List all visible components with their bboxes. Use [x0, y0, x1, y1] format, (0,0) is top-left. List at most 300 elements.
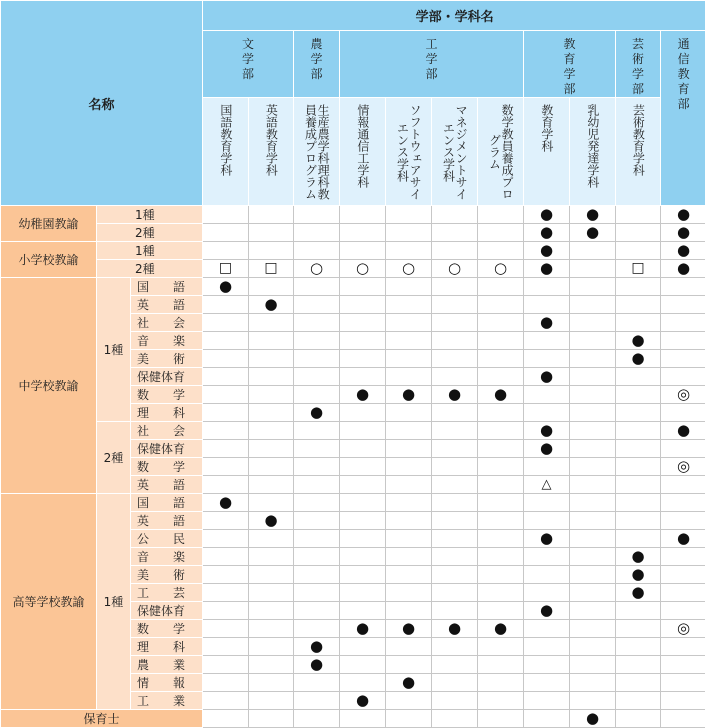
license-mark-cell — [203, 566, 249, 584]
license-mark-cell — [203, 584, 249, 602]
license-mark-cell — [340, 548, 386, 566]
license-mark-cell — [294, 332, 340, 350]
license-mark-cell — [616, 566, 661, 584]
license-mark-cell — [432, 548, 478, 566]
license-mark-cell — [203, 224, 249, 242]
license-mark-cell — [294, 386, 340, 404]
license-mark-cell — [616, 512, 661, 530]
license-mark-cell — [570, 440, 616, 458]
license-mark-cell — [294, 656, 340, 674]
license-mark-cell — [249, 224, 294, 242]
license-mark-cell — [294, 566, 340, 584]
license-category-junior_high: 中学校教諭 — [1, 278, 97, 494]
license-mark-cell — [432, 278, 478, 296]
license-mark-cell — [661, 674, 705, 692]
license-mark-cell — [340, 674, 386, 692]
license-mark-cell — [249, 548, 294, 566]
license-mark-cell — [661, 476, 705, 494]
license-mark-cell — [661, 548, 705, 566]
license-mark-cell — [294, 458, 340, 476]
license-mark-cell — [616, 692, 661, 710]
license-mark-cell — [524, 350, 570, 368]
license-mark-cell — [661, 278, 705, 296]
license-mark-cell — [478, 584, 524, 602]
license-mark-cell — [249, 368, 294, 386]
license-mark: ● — [402, 675, 415, 689]
license-mark-cell — [432, 368, 478, 386]
license-mark-cell — [294, 278, 340, 296]
subject-label: 保健体育 — [131, 440, 203, 458]
license-mark-cell — [386, 710, 432, 728]
license-mark-cell — [294, 620, 340, 638]
license-mark-cell — [478, 530, 524, 548]
license-mark-cell — [386, 620, 432, 638]
subject-label: 数 学 — [131, 458, 203, 476]
table-row — [1, 710, 705, 728]
license-mark-cell — [249, 566, 294, 584]
license-mark-cell — [524, 494, 570, 512]
license-mark-cell — [203, 440, 249, 458]
license-mark-cell — [616, 242, 661, 260]
license-mark-cell — [661, 332, 705, 350]
license-mark-cell — [478, 602, 524, 620]
license-mark-cell — [432, 242, 478, 260]
license-mark-cell — [386, 440, 432, 458]
license-mark-cell — [661, 584, 705, 602]
license-mark-cell — [340, 242, 386, 260]
table-row — [1, 278, 705, 296]
license-mark-cell — [249, 638, 294, 656]
license-mark-cell — [570, 476, 616, 494]
license-mark-cell — [661, 422, 705, 440]
license-mark-cell — [340, 350, 386, 368]
license-mark: ● — [494, 387, 507, 401]
subject-label: 工 芸 — [131, 584, 203, 602]
license-mark-cell — [524, 620, 570, 638]
license-mark-cell — [432, 440, 478, 458]
subject-label: 英 語 — [131, 512, 203, 530]
license-mark-cell — [340, 404, 386, 422]
license-mark-cell — [340, 278, 386, 296]
license-mark-cell — [432, 224, 478, 242]
license-mark-cell — [340, 710, 386, 728]
license-mark: ● — [494, 621, 507, 635]
license-mark-cell — [478, 296, 524, 314]
license-mark-cell — [386, 314, 432, 332]
license-mark-cell — [340, 494, 386, 512]
license-mark-cell — [340, 530, 386, 548]
license-mark-cell — [249, 296, 294, 314]
license-mark-cell — [570, 242, 616, 260]
license-mark-cell — [616, 656, 661, 674]
license-mark-cell — [570, 368, 616, 386]
license-mark: ● — [402, 387, 415, 401]
license-mark-cell — [524, 566, 570, 584]
license-mark-cell — [203, 710, 249, 728]
license-mark-cell — [478, 692, 524, 710]
license-mark-cell — [616, 224, 661, 242]
license-mark: ○ — [448, 261, 461, 275]
license-mark-cell — [478, 386, 524, 404]
license-mark-cell — [524, 530, 570, 548]
subject-label: 公 民 — [131, 530, 203, 548]
license-mark-cell — [570, 638, 616, 656]
license-mark-cell — [524, 278, 570, 296]
license-mark-cell — [294, 422, 340, 440]
license-mark-cell — [386, 584, 432, 602]
license-mark-cell — [616, 440, 661, 458]
license-mark-cell — [616, 206, 661, 224]
license-mark-cell — [203, 656, 249, 674]
license-mark: ● — [540, 423, 553, 437]
license-mark-cell — [432, 512, 478, 530]
license-mark-cell — [340, 638, 386, 656]
license-mark: ○ — [356, 261, 369, 275]
license-mark-cell — [294, 476, 340, 494]
license-mark-cell — [570, 224, 616, 242]
license-mark-cell — [249, 242, 294, 260]
license-mark: ● — [540, 243, 553, 257]
license-mark-cell — [661, 566, 705, 584]
license-mark-cell — [340, 566, 386, 584]
license-mark-cell — [432, 494, 478, 512]
license-mark-cell — [386, 224, 432, 242]
license-mark-cell — [294, 692, 340, 710]
license-mark-cell — [249, 422, 294, 440]
license-mark-cell — [386, 386, 432, 404]
table-row — [1, 224, 705, 242]
license-mark-cell — [661, 494, 705, 512]
subject-label: 理 科 — [131, 638, 203, 656]
course-information-communication: 情報通信工学科 — [340, 98, 386, 206]
license-mark-cell — [524, 656, 570, 674]
license-mark: ● — [540, 315, 553, 329]
license-category-kindergarten: 幼稚園教諭 — [1, 206, 97, 242]
license-mark-cell — [524, 260, 570, 278]
license-mark-cell — [249, 710, 294, 728]
license-mark-cell — [570, 548, 616, 566]
license-mark-cell — [570, 710, 616, 728]
license-mark-cell — [570, 206, 616, 224]
license-mark-cell — [524, 242, 570, 260]
license-mark: ● — [677, 531, 690, 545]
license-mark: ◎ — [677, 387, 690, 401]
license-mark: ● — [310, 639, 323, 653]
license-mark: ● — [448, 387, 461, 401]
license-mark-cell — [661, 350, 705, 368]
license-mark: ● — [356, 387, 369, 401]
course-education: 教育学科 — [524, 98, 570, 206]
faculty-engineering: 工学部 — [340, 31, 524, 98]
license-mark-cell — [661, 638, 705, 656]
license-mark-cell — [249, 314, 294, 332]
license-mark-cell — [432, 566, 478, 584]
license-mark-cell — [203, 674, 249, 692]
license-mark-cell — [616, 404, 661, 422]
subject-label: 数 学 — [131, 620, 203, 638]
license-mark-cell — [294, 584, 340, 602]
license-mark-cell — [203, 242, 249, 260]
license-mark-cell — [432, 584, 478, 602]
license-mark: □ — [219, 261, 232, 275]
license-mark-cell — [386, 602, 432, 620]
license-mark-cell — [616, 674, 661, 692]
license-mark-cell — [478, 260, 524, 278]
license-mark-cell — [386, 242, 432, 260]
license-mark-cell — [386, 674, 432, 692]
license-mark: ● — [540, 603, 553, 617]
license-mark-cell — [294, 602, 340, 620]
license-mark: □ — [631, 261, 644, 275]
license-mark-cell — [524, 314, 570, 332]
license-mark-cell — [478, 548, 524, 566]
license-mark-cell — [661, 404, 705, 422]
license-mark-cell — [432, 332, 478, 350]
faculty-correspondence: 通信教育部 — [661, 31, 705, 206]
license-mark-cell — [386, 692, 432, 710]
license-mark-cell — [570, 260, 616, 278]
license-mark-cell — [661, 242, 705, 260]
license-mark-cell — [661, 602, 705, 620]
subject-label: 音 楽 — [131, 548, 203, 566]
license-mark-cell — [432, 314, 478, 332]
course-math-teacher: 数学教員養成プログラム — [478, 98, 524, 206]
license-mark-cell — [570, 278, 616, 296]
license-mark-cell — [616, 278, 661, 296]
license-mark-cell — [570, 404, 616, 422]
license-mark-cell — [249, 602, 294, 620]
license-mark-cell — [478, 656, 524, 674]
license-mark-cell — [340, 440, 386, 458]
license-mark-cell — [432, 710, 478, 728]
license-mark-cell — [616, 260, 661, 278]
license-mark: ● — [677, 423, 690, 437]
faculty-header: 学部・学科名 — [203, 1, 705, 31]
license-category-nursery: 保育士 — [1, 710, 203, 728]
license-mark: ● — [219, 495, 232, 509]
license-mark-cell — [386, 530, 432, 548]
license-mark-cell — [570, 692, 616, 710]
license-mark-cell — [249, 692, 294, 710]
license-mark-cell — [432, 350, 478, 368]
license-mark-cell — [249, 674, 294, 692]
license-mark-cell — [524, 638, 570, 656]
license-mark-cell — [294, 404, 340, 422]
license-mark: ● — [677, 207, 690, 221]
license-mark: ● — [402, 621, 415, 635]
license-mark-cell — [478, 620, 524, 638]
license-mark-cell — [294, 710, 340, 728]
license-mark-cell — [570, 332, 616, 350]
license-mark-cell — [616, 602, 661, 620]
subject-label: 美 術 — [131, 350, 203, 368]
license-mark-cell — [570, 494, 616, 512]
license-mark-cell — [616, 296, 661, 314]
license-mark-cell — [249, 278, 294, 296]
license-mark-cell — [478, 494, 524, 512]
subject-label: 工 業 — [131, 692, 203, 710]
license-mark-cell — [294, 548, 340, 566]
subject-label: 音 楽 — [131, 332, 203, 350]
license-mark-cell — [616, 584, 661, 602]
license-mark: ◎ — [677, 621, 690, 635]
license-mark-cell — [432, 476, 478, 494]
license-mark-cell — [294, 350, 340, 368]
license-mark-cell — [661, 368, 705, 386]
license-mark-cell — [524, 206, 570, 224]
subject-label: 理 科 — [131, 404, 203, 422]
table-row — [1, 260, 705, 278]
license-mark-cell — [386, 260, 432, 278]
license-mark-cell — [203, 332, 249, 350]
license-mark: ● — [631, 549, 644, 563]
license-mark-cell — [616, 548, 661, 566]
license-mark: ● — [677, 225, 690, 239]
license-mark-cell — [661, 656, 705, 674]
license-mark-cell — [524, 224, 570, 242]
license-mark-cell — [478, 368, 524, 386]
license-mark-cell — [661, 260, 705, 278]
faculty-education: 教育学部 — [524, 31, 616, 98]
license-mark-cell — [661, 458, 705, 476]
license-mark-cell — [203, 278, 249, 296]
license-category-high_school: 高等学校教諭 — [1, 494, 97, 710]
license-grade: 1種 — [97, 494, 131, 710]
license-mark-cell — [570, 296, 616, 314]
license-mark-cell — [249, 476, 294, 494]
license-mark-cell — [478, 404, 524, 422]
license-mark-cell — [249, 386, 294, 404]
license-mark-cell — [524, 368, 570, 386]
license-grade: 1種 — [97, 206, 203, 224]
license-mark: ● — [310, 657, 323, 671]
license-mark-cell — [249, 206, 294, 224]
license-mark-cell — [570, 566, 616, 584]
license-mark: ● — [448, 621, 461, 635]
license-mark-cell — [203, 476, 249, 494]
course-arts-education: 芸術教育学科 — [616, 98, 661, 206]
license-mark-cell — [616, 332, 661, 350]
license-mark-cell — [294, 530, 340, 548]
license-mark-cell — [570, 386, 616, 404]
license-mark-cell — [249, 584, 294, 602]
subject-label: 情 報 — [131, 674, 203, 692]
license-mark-cell — [203, 620, 249, 638]
license-mark-cell — [432, 692, 478, 710]
license-mark-cell — [386, 512, 432, 530]
license-mark-cell — [478, 332, 524, 350]
license-mark-cell — [294, 512, 340, 530]
license-mark-cell — [203, 206, 249, 224]
subject-label: 国 語 — [131, 494, 203, 512]
license-mark-cell — [386, 458, 432, 476]
license-mark-cell — [524, 422, 570, 440]
license-mark-cell — [661, 440, 705, 458]
license-mark: ● — [219, 279, 232, 293]
faculty-agriculture: 農学部 — [294, 31, 340, 98]
license-mark-cell — [203, 602, 249, 620]
license-mark-cell — [661, 710, 705, 728]
license-mark: ● — [310, 405, 323, 419]
license-mark-cell — [661, 620, 705, 638]
faculty-literature: 文学部 — [203, 31, 294, 98]
license-mark-cell — [340, 476, 386, 494]
license-grade: 1種 — [97, 242, 203, 260]
license-mark-cell — [249, 512, 294, 530]
license-mark-cell — [340, 602, 386, 620]
license-mark: ● — [631, 333, 644, 347]
license-mark-cell — [340, 422, 386, 440]
license-mark-cell — [478, 440, 524, 458]
license-mark-cell — [340, 260, 386, 278]
license-mark-cell — [478, 242, 524, 260]
license-mark-cell — [432, 656, 478, 674]
license-mark-cell — [249, 332, 294, 350]
license-mark-cell — [294, 260, 340, 278]
license-mark-cell — [570, 350, 616, 368]
license-mark-cell — [203, 638, 249, 656]
license-mark: △ — [542, 478, 552, 492]
table-row — [1, 494, 705, 512]
license-mark-cell — [661, 314, 705, 332]
license-mark-cell — [524, 548, 570, 566]
license-grade: 2種 — [97, 422, 131, 494]
license-mark-cell — [478, 206, 524, 224]
license-mark-cell — [616, 638, 661, 656]
license-mark-cell — [478, 422, 524, 440]
license-mark-cell — [386, 332, 432, 350]
license-mark-cell — [478, 710, 524, 728]
license-mark-cell — [661, 530, 705, 548]
license-mark-cell — [524, 584, 570, 602]
course-english-education: 英語教育学科 — [249, 98, 294, 206]
license-mark: ● — [264, 513, 277, 527]
license-mark-cell — [570, 584, 616, 602]
license-mark: ○ — [494, 261, 507, 275]
license-mark-cell — [340, 692, 386, 710]
license-mark-cell — [340, 584, 386, 602]
license-mark-cell — [340, 332, 386, 350]
license-mark-cell — [616, 530, 661, 548]
license-mark-cell — [294, 494, 340, 512]
license-mark: ● — [677, 243, 690, 257]
license-mark: ● — [540, 261, 553, 275]
license-mark-cell — [616, 476, 661, 494]
license-grade: 2種 — [97, 260, 203, 278]
subject-label: 社 会 — [131, 422, 203, 440]
license-mark-cell — [478, 224, 524, 242]
course-infant-development: 乳幼児発達学科 — [570, 98, 616, 206]
license-mark-cell — [386, 656, 432, 674]
license-mark: ● — [540, 531, 553, 545]
license-mark-cell — [203, 404, 249, 422]
license-mark-cell — [432, 296, 478, 314]
license-mark-cell — [432, 260, 478, 278]
license-mark-cell — [478, 458, 524, 476]
license-mark-cell — [249, 404, 294, 422]
license-mark-cell — [340, 368, 386, 386]
license-mark-cell — [249, 620, 294, 638]
license-mark-cell — [570, 602, 616, 620]
license-mark-cell — [524, 458, 570, 476]
subject-label: 保健体育 — [131, 368, 203, 386]
license-mark-cell — [616, 314, 661, 332]
license-mark-cell — [616, 422, 661, 440]
license-mark-cell — [570, 674, 616, 692]
license-mark-cell — [203, 692, 249, 710]
license-mark-cell — [524, 602, 570, 620]
license-mark: ● — [356, 621, 369, 635]
